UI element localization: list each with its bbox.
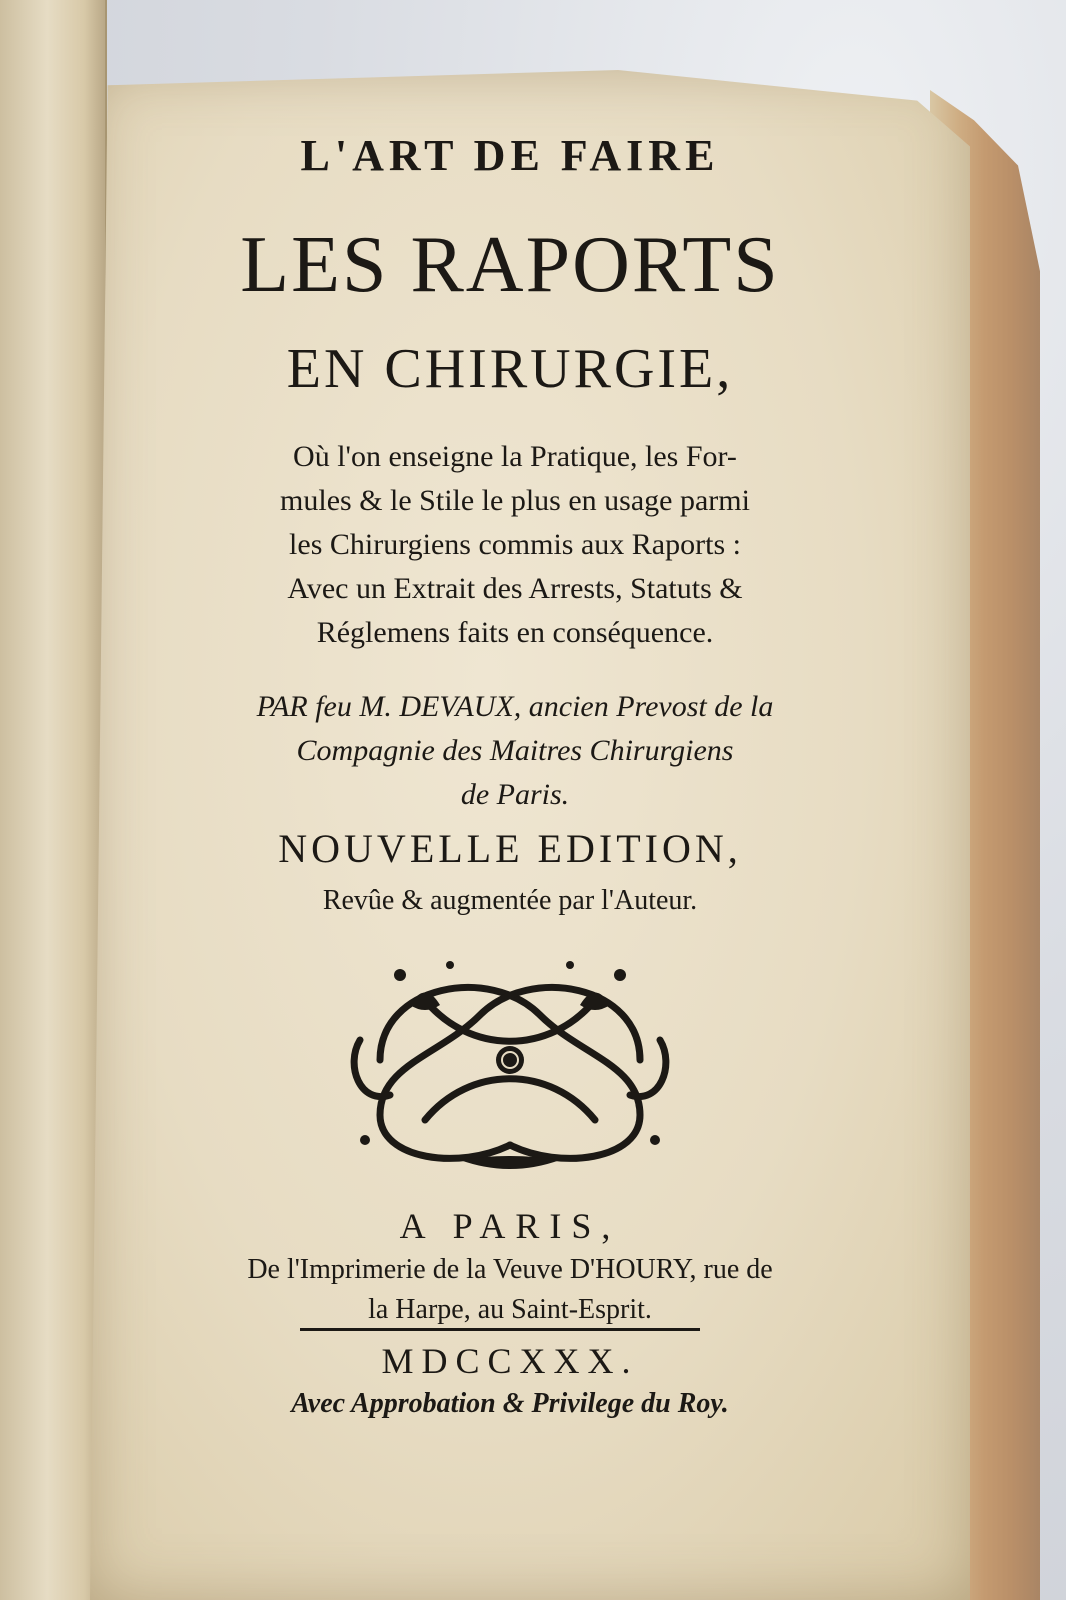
author-line: PAR feu M. DEVAUX, ancien Prevost de la xyxy=(256,690,774,723)
imprint xyxy=(150,1250,870,1330)
imprint-line: De l'Imprimerie de la Veuve D'HOURY, rue de xyxy=(247,1254,773,1285)
edition-heading: NOUVELLE EDITION, xyxy=(278,826,742,871)
author-line: Compagnie des Maitres Chirurgiens xyxy=(296,734,734,767)
description-line: Où l'on enseigne la Pratique, les For- xyxy=(293,440,737,473)
description-line: Avec un Extrait des Arrests, Statuts & xyxy=(287,572,743,605)
description-line: Réglemens faits en conséquence. xyxy=(316,616,714,649)
printers-ornament-icon xyxy=(340,945,680,1175)
imprint-line: la Harpe, au Saint-Esprit. xyxy=(368,1294,652,1325)
edition-note: Revûe & augmentée par l'Auteur. xyxy=(322,885,698,916)
divider-rule xyxy=(300,1328,700,1331)
left-facing-page xyxy=(0,0,107,1600)
imprint-city: A PARIS, xyxy=(399,1206,621,1246)
author-credit xyxy=(170,685,860,817)
description xyxy=(170,435,860,655)
description-line: les Chirurgiens commis aux Raports : xyxy=(289,528,741,561)
royal-privilege: Avec Approbation & Privilege du Roy. xyxy=(291,1388,729,1419)
author-line: de Paris. xyxy=(460,778,570,811)
title-line-1: L'ART DE FAIRE xyxy=(300,131,720,180)
description-line: mules & le Stile le plus en usage parmi xyxy=(280,484,750,517)
title-line-2: LES RAPORTS xyxy=(240,221,780,309)
imprint-year: MDCCXXX. xyxy=(381,1341,639,1381)
title-line-3: EN CHIRURGIE, xyxy=(286,338,734,400)
